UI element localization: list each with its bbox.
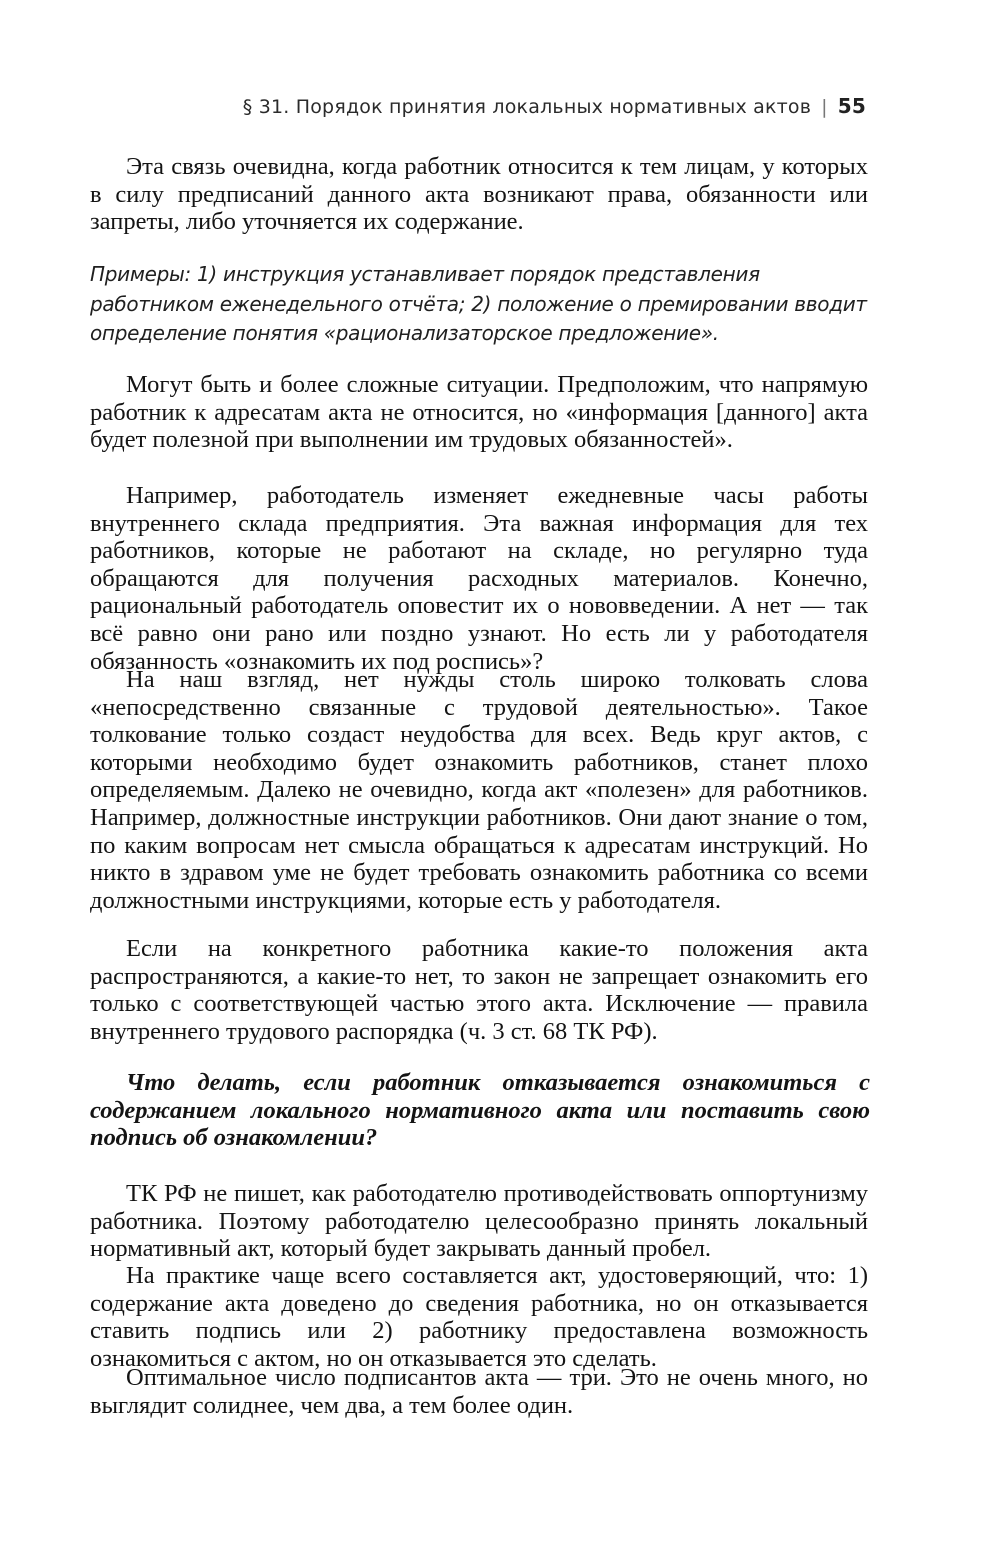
section-title: § 31. Порядок принятия локальных нормативных актов (242, 96, 812, 118)
running-head (0, 94, 866, 118)
paragraph-5: Если на конкретного работника какие-то положения акта распространяются, а какие-то нет, то закон не запрещает ознакомить его только с соответствующей частью этого акта. Исключение — правила внутреннего трудового распорядка (ч. 3 ст. 68 ТК РФ). (90, 935, 868, 1045)
paragraph-2: Могут быть и более сложные ситуации. Предположим, что напрямую работник к адресатам акта не относится, но «информация [данного] акта будет полезной при выполнении им трудовых обязанностей». (90, 371, 868, 454)
paragraph-3: Например, работодатель изменяет ежедневные часы работы внутреннего склада предприятия. Эта важная информация для тех работников, которые не работают на складе, но регулярно туда обращаются для получения расходных материалов. Конечно, рациональный работодатель оповестит их о нововведении. А нет — так всё равно они рано или поздно узнают. Но есть ли у работодателя обязанность «ознакомить их под роспись»? (90, 482, 868, 675)
section-question-heading: Что делать, если работник отказывается ознакомиться с содержанием локального нормативного акта или поставить свою подпись об ознакомлении? (90, 1069, 870, 1152)
example-paragraph: Примеры: 1) инструкция устанавливает порядок представления работником еженедельного отчёта; 2) положение о премировании вводит определение понятия «рационализаторское предложение». (90, 262, 867, 345)
page-number: 55 (837, 94, 866, 118)
paragraph-7: На практике чаще всего составляется акт, удостоверяющий, что: 1) содержание акта доведено до сведения работника, но он отказывается ставить подпись или 2) работнику предоставлена возможность ознакомиться с актом, но он отказывается это сделать. (90, 1262, 868, 1372)
paragraph-4: На наш взгляд, нет нужды столь широко толковать слова «непосредственно связанные с трудовой деятельностью». Такое толкование только создаст неудобства для всех. Ведь круг актов, с которыми необходимо будет ознакомить работников, станет плохо определяемым. Далеко не очевидно, когда акт «полезен» для работников. Например, должностные инструкции работников. Они дают знание о том, по каким вопросам нет смысла обращаться к адресатам инструкций. Но никто в здравом уме не будет требовать ознакомить работника со всеми должностными инструкциями, которые есть у работодателя. (90, 666, 868, 914)
paragraph-1: Эта связь очевидна, когда работник относится к тем лицам, у которых в силу предписаний данного акта возникают права, обязанности или запреты, либо уточняется их содержание. (90, 153, 868, 236)
paragraph-8: Оптимальное число подписантов акта — три. Это не очень много, но выглядит солиднее, чем два, а тем более один. (90, 1364, 868, 1419)
paragraph-6: ТК РФ не пишет, как работодателю противодействовать оппортунизму работника. Поэтому работодателю целесообразно принять локальный нормативный акт, который будет закрывать данный пробел. (90, 1180, 868, 1263)
header-separator: | (821, 96, 828, 118)
